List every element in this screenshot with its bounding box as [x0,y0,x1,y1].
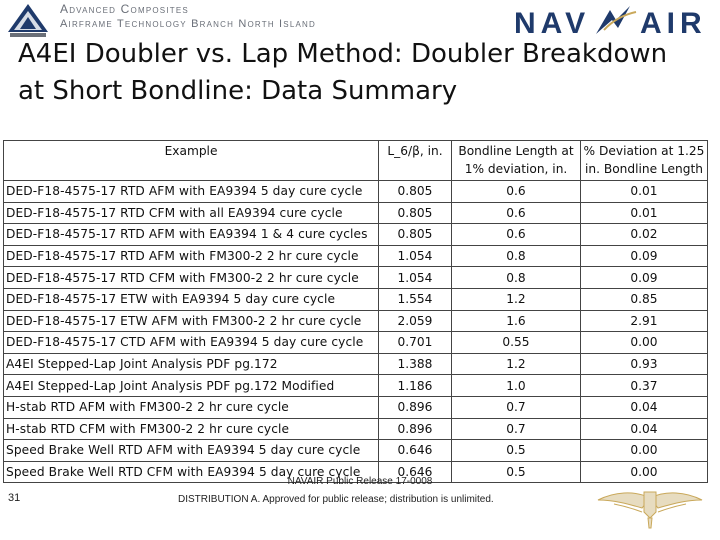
cell-l-over-beta: 0.701 [379,332,452,354]
header-band [0,0,720,40]
cell-percent-deviation: 0.01 [581,181,708,203]
table-row [4,202,708,224]
navair-logo [512,4,716,38]
table-body [4,181,708,483]
cell-example: DED-F18-4575-17 RTD CFM with all EA9394 cure cycle [4,202,379,224]
cell-example: H-stab RTD CFM with FM300-2 2 hr cure cycle [4,418,379,440]
cell-bondline-length: 0.6 [452,202,581,224]
table-row [4,224,708,246]
slide-title-line2: at Short Bondline: Data Summary [18,76,458,106]
cell-percent-deviation: 0.04 [581,396,708,418]
cell-bondline-length: 1.2 [452,353,581,375]
cell-l-over-beta: 0.896 [379,396,452,418]
table-row [4,353,708,375]
composites-emblem-icon [6,2,50,40]
table-header-row [4,141,708,181]
cell-l-over-beta: 0.896 [379,418,452,440]
cell-bondline-length: 1.6 [452,310,581,332]
cell-l-over-beta: 0.805 [379,224,452,246]
table-row [4,396,708,418]
slide-title [18,36,708,110]
page-number: 31 [8,492,21,504]
cell-percent-deviation: 0.00 [581,461,708,483]
table-row [4,418,708,440]
cell-bondline-length: 0.5 [452,440,581,462]
cell-l-over-beta: 1.388 [379,353,452,375]
cell-bondline-length: 0.7 [452,418,581,440]
table-row [4,245,708,267]
table-row [4,181,708,203]
slide-title-line1: A4EI Doubler vs. Lap Method: Doubler Breakdown [18,39,668,69]
header-deviation-line2: in. Bondline Length [584,162,704,176]
table-row [4,440,708,462]
table-row [4,267,708,289]
distribution-statement: DISTRIBUTION A. Approved for public release; distribution is unlimited. [178,494,494,505]
header-bondline-length [452,141,581,181]
cell-example: DED-F18-4575-17 ETW with EA9394 5 day cure cycle [4,288,379,310]
cell-example: A4EI Stepped-Lap Joint Analysis PDF pg.172 [4,353,379,375]
header-bondline-line2: 1% deviation, in. [464,162,568,176]
naval-aviator-wings-icon [594,478,706,534]
cell-percent-deviation: 0.09 [581,267,708,289]
branch-name: Airframe Technology Branch North Island [60,18,316,30]
header-bondline-line1: Bondline Length at [458,144,574,158]
cell-percent-deviation: 0.00 [581,440,708,462]
header-percent-deviation [581,141,708,181]
cell-l-over-beta: 1.054 [379,245,452,267]
header-l-over-beta: L_6/β, in. [379,141,452,181]
org-name: Advanced Composites [60,2,189,16]
cell-percent-deviation: 0.85 [581,288,708,310]
cell-percent-deviation: 0.93 [581,353,708,375]
table-row [4,375,708,397]
public-release-notice: NAVAIR Public Release 17-0008 [287,476,433,487]
cell-percent-deviation: 0.01 [581,202,708,224]
cell-example: DED-F18-4575-17 RTD AFM with FM300-2 2 hr cure cycle [4,245,379,267]
cell-bondline-length: 0.5 [452,461,581,483]
cell-bondline-length: 0.6 [452,181,581,203]
table-row [4,310,708,332]
navair-logo-right: AIR [640,7,707,38]
cell-example: DED-F18-4575-17 RTD AFM with EA9394 5 day cure cycle [4,181,379,203]
header-deviation-line1: % Deviation at 1.25 [583,144,705,158]
cell-l-over-beta: 0.646 [379,461,452,483]
cell-l-over-beta: 1.554 [379,288,452,310]
cell-percent-deviation: 0.09 [581,245,708,267]
cell-bondline-length: 0.8 [452,245,581,267]
table-row [4,332,708,354]
cell-example: Speed Brake Well RTD CFM with EA9394 5 day cure cycle [4,461,379,483]
cell-bondline-length: 1.0 [452,375,581,397]
cell-percent-deviation: 0.04 [581,418,708,440]
table-row [4,288,708,310]
navair-logo-left: NAV [514,7,591,38]
cell-example: Speed Brake Well RTD AFM with EA9394 5 day cure cycle [4,440,379,462]
cell-l-over-beta: 1.054 [379,267,452,289]
cell-example: DED-F18-4575-17 RTD AFM with EA9394 1 & 4 cure cycles [4,224,379,246]
cell-bondline-length: 1.2 [452,288,581,310]
cell-l-over-beta: 0.805 [379,202,452,224]
cell-example: DED-F18-4575-17 RTD CFM with FM300-2 2 hr cure cycle [4,267,379,289]
cell-l-over-beta: 0.646 [379,440,452,462]
cell-l-over-beta: 1.186 [379,375,452,397]
cell-bondline-length: 0.6 [452,224,581,246]
cell-example: DED-F18-4575-17 ETW AFM with FM300-2 2 hr cure cycle [4,310,379,332]
cell-bondline-length: 0.55 [452,332,581,354]
cell-percent-deviation: 0.02 [581,224,708,246]
cell-bondline-length: 0.7 [452,396,581,418]
cell-example: H-stab RTD AFM with FM300-2 2 hr cure cycle [4,396,379,418]
cell-percent-deviation: 0.37 [581,375,708,397]
cell-percent-deviation: 2.91 [581,310,708,332]
cell-l-over-beta: 2.059 [379,310,452,332]
cell-percent-deviation: 0.00 [581,332,708,354]
cell-example: DED-F18-4575-17 CTD AFM with EA9394 5 day cure cycle [4,332,379,354]
cell-example: A4EI Stepped-Lap Joint Analysis PDF pg.172 Modified [4,375,379,397]
data-summary-table [3,140,708,483]
cell-bondline-length: 0.8 [452,267,581,289]
cell-l-over-beta: 0.805 [379,181,452,203]
header-example: Example [4,141,379,181]
